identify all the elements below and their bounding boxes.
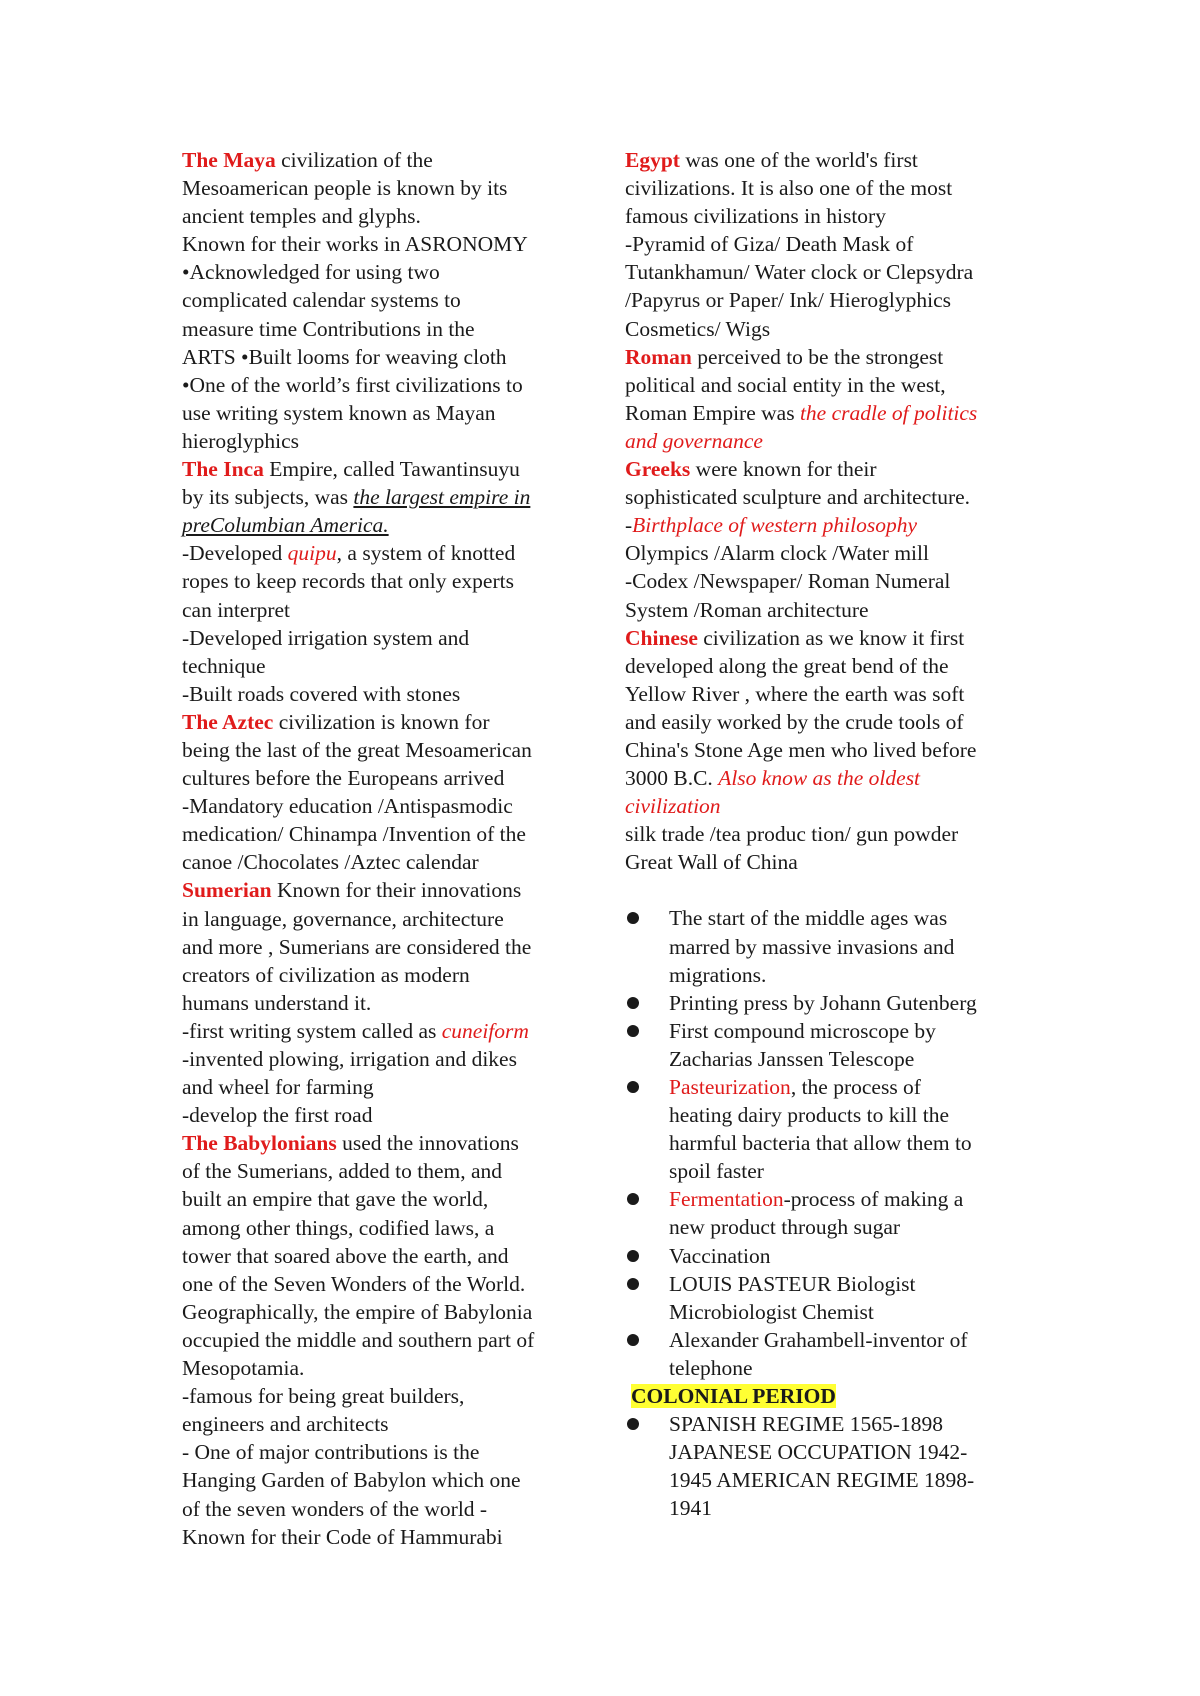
aztec-text: canoe /Chocolates /Aztec calendar (182, 850, 479, 875)
egypt-text: civilizations. It is also one of the most (625, 176, 953, 201)
list-item-text: The start of the middle ages was (669, 906, 948, 931)
maya-text: ARTS •Built looms for weaving cloth (182, 344, 507, 369)
bullet-icon (627, 1081, 639, 1093)
chinese-text: and easily worked by the crude tools of (625, 709, 964, 734)
sumerian-text: -develop the first road (182, 1103, 373, 1128)
inca-emphasis: preColumbian America. (182, 513, 389, 538)
inca-emphasis: the largest empire in (353, 485, 531, 510)
sumerian-text: and wheel for farming (182, 1075, 374, 1100)
maya-section (182, 146, 592, 455)
maya-text: Mesoamerican people is known by its (182, 176, 508, 201)
list-item (625, 904, 1055, 988)
bullet-icon (627, 912, 639, 924)
sumerian-text: -first writing system called as (182, 1018, 442, 1043)
roman-title: Roman (625, 344, 692, 369)
babylonians-text: Geographically, the empire of Babylonia (182, 1299, 533, 1324)
roman-emphasis: and governance (625, 428, 763, 453)
inca-text: Empire, called Tawantinsuyu (263, 457, 520, 482)
greeks-text: System /Roman architecture (625, 597, 869, 622)
babylonians-text: Hanging Garden of Babylon which one (182, 1468, 521, 1493)
babylonians-text: -famous for being great builders, (182, 1384, 465, 1409)
inca-text: , a system of knotted (336, 541, 516, 566)
right-column (625, 146, 1055, 1523)
inca-text: ropes to keep records that only experts (182, 569, 514, 594)
aztec-text: civilization is known for (273, 709, 490, 734)
babylonians-text: Known for their Code of Hammurabi (182, 1524, 503, 1549)
babylonians-text: - One of major contributions is the (182, 1440, 480, 1465)
roman-section (625, 343, 1055, 455)
egypt-text: Tutankhamun/ Water clock or Clepsydra (625, 260, 974, 285)
list-item (625, 1410, 1055, 1522)
egypt-section (625, 146, 1055, 343)
aztec-section (182, 708, 592, 877)
inca-text: -Developed (182, 541, 288, 566)
sumerian-text: humans understand it. (182, 990, 372, 1015)
list-item-text: Microbiologist Chemist (669, 1299, 874, 1324)
inca-quipu: quipu (287, 541, 337, 566)
sumerian-section (182, 876, 592, 1129)
inca-text: -Built roads covered with stones (182, 681, 461, 706)
egypt-text: famous civilizations in history (625, 204, 886, 229)
greeks-emphasis: Birthplace of western philosophy (632, 513, 918, 538)
list-item (625, 1017, 1055, 1073)
chinese-text: developed along the great bend of the (625, 653, 949, 678)
left-column (182, 146, 592, 1551)
list-item (625, 1270, 1055, 1326)
list-item (625, 1185, 1055, 1241)
list-item-text: telephone (669, 1355, 753, 1380)
maya-text: ancient temples and glyphs. (182, 204, 421, 229)
list-item-text: -process of making a (783, 1187, 964, 1212)
list-item-text: harmful bacteria that allow them to (669, 1131, 972, 1156)
egypt-text: Cosmetics/ Wigs (625, 316, 771, 341)
greeks-text: Olympics /Alarm clock /Water mill (625, 541, 929, 566)
bullet-icon (627, 1193, 639, 1205)
inca-text: can interpret (182, 597, 291, 622)
greeks-text: were known for their (690, 457, 877, 482)
greeks-text: - (625, 513, 633, 538)
list-item-text: spoil faster (669, 1159, 764, 1184)
maya-title: The Maya (182, 148, 276, 172)
colonial-heading: COLONIAL PERIOD (631, 1384, 836, 1409)
inca-title: The Inca (182, 457, 264, 482)
greeks-section (625, 455, 1055, 624)
aztec-title: The Aztec (182, 709, 274, 734)
list-item-text: SPANISH REGIME 1565-1898 (669, 1412, 943, 1437)
egypt-text: was one of the world's first (679, 148, 918, 172)
sumerian-cuneiform: cuneiform (441, 1018, 529, 1043)
sumerian-text: and more , Sumerians are considered the (182, 934, 532, 959)
roman-emphasis: the cradle of politics (799, 400, 978, 425)
colonial-heading-row (625, 1382, 1055, 1410)
chinese-emphasis: civilization (625, 794, 721, 819)
chinese-section (625, 624, 1055, 877)
list-item-text: , the process of (790, 1075, 921, 1099)
bullet-icon (627, 997, 639, 1009)
bullet-list (625, 904, 1055, 1382)
list-item-text: 1945 AMERICAN REGIME 1898- (669, 1468, 975, 1493)
list-item-text: Alexander Grahambell-inventor of (669, 1327, 968, 1352)
maya-text: measure time Contributions in the (182, 316, 475, 341)
sumerian-title: Sumerian (182, 878, 272, 903)
fermentation-term: Fermentation (669, 1187, 784, 1212)
maya-text: complicated calendar systems to (182, 288, 461, 313)
inca-text: technique (182, 653, 266, 678)
chinese-text: 3000 B.C. (625, 766, 719, 791)
babylonians-text: Mesopotamia. (182, 1356, 305, 1381)
maya-text: •Acknowledged for using two (182, 260, 440, 285)
babylonians-text: used the innovations (336, 1131, 519, 1156)
bullet-icon (627, 1250, 639, 1262)
babylonians-text: of the seven wonders of the world - (182, 1496, 488, 1521)
pasteurization-term: Pasteurization (669, 1075, 791, 1099)
chinese-text: Yellow River , where the earth was soft (625, 681, 965, 706)
inca-section (182, 455, 592, 708)
maya-text: •One of the world’s first civilizations to (182, 372, 523, 397)
list-item (625, 989, 1055, 1017)
greeks-text: sophisticated sculpture and architecture. (625, 485, 971, 510)
maya-text: hieroglyphics (182, 428, 300, 453)
egypt-title: Egypt (625, 148, 680, 172)
roman-text: political and social entity in the west, (625, 372, 946, 397)
aztec-text: -Mandatory education /Antispasmodic (182, 794, 513, 819)
babylonians-text: one of the Seven Wonders of the World. (182, 1271, 526, 1296)
list-item-text: new product through sugar (669, 1215, 901, 1240)
inca-text: -Developed irrigation system and (182, 625, 470, 650)
list-item-text: heating dairy products to kill the (669, 1103, 950, 1128)
sumerian-text: in language, governance, architecture (182, 906, 504, 931)
chinese-emphasis: Also know as the oldest (718, 766, 921, 791)
list-item (625, 1242, 1055, 1270)
babylonians-text: engineers and architects (182, 1412, 389, 1437)
sumerian-text: Known for their innovations (271, 878, 522, 903)
maya-text: Known for their works in ASRONOMY (182, 232, 528, 257)
babylonians-text: among other things, codified laws, a (182, 1215, 495, 1240)
babylonians-text: built an empire that gave the world, (182, 1187, 489, 1212)
chinese-text: civilization as we know it first (697, 625, 965, 650)
babylonians-text: of the Sumerians, added to them, and (182, 1159, 503, 1184)
list-item-text: Printing press by Johann Gutenberg (669, 990, 977, 1015)
bullet-icon (627, 1278, 639, 1290)
bullet-icon (627, 1334, 639, 1346)
roman-text: perceived to be the strongest (691, 344, 944, 369)
egypt-text: -Pyramid of Giza/ Death Mask of (625, 232, 914, 257)
inca-text: by its subjects, was (182, 485, 354, 510)
list-item-text: JAPANESE OCCUPATION 1942- (669, 1440, 968, 1465)
aztec-text: medication/ Chinampa /Invention of the (182, 822, 526, 847)
roman-text: Roman Empire was (625, 400, 800, 425)
greeks-text: -Codex /Newspaper/ Roman Numeral (625, 569, 951, 594)
maya-text: use writing system known as Mayan (182, 400, 496, 425)
maya-text: civilization of the (275, 148, 433, 172)
chinese-text: Great Wall of China (625, 850, 798, 875)
list-item-text: Vaccination (669, 1243, 771, 1268)
list-item (625, 1073, 1055, 1185)
bullet-icon (627, 1418, 639, 1430)
list-item-text: LOUIS PASTEUR Biologist (669, 1271, 916, 1296)
spacer (625, 876, 1055, 904)
sumerian-text: creators of civilization as modern (182, 962, 470, 987)
list-item-text: marred by massive invasions and (669, 934, 955, 959)
sumerian-text: -invented plowing, irrigation and dikes (182, 1047, 517, 1071)
chinese-text: China's Stone Age men who lived before (625, 737, 977, 762)
bullet-icon (627, 1025, 639, 1037)
babylonians-text: tower that soared above the earth, and (182, 1243, 509, 1268)
aztec-text: cultures before the Europeans arrived (182, 766, 505, 791)
greeks-title: Greeks (625, 457, 691, 482)
list-item-text: First compound microscope by (669, 1018, 936, 1043)
list-item-text: migrations. (669, 962, 767, 987)
babylonians-text: occupied the middle and southern part of (182, 1327, 535, 1352)
chinese-text: silk trade /tea produc tion/ gun powder (625, 822, 959, 847)
chinese-title: Chinese (625, 625, 698, 650)
list-item (625, 1326, 1055, 1382)
babylonians-title: The Babylonians (182, 1131, 337, 1156)
babylonians-section (182, 1129, 592, 1550)
list-item-text: 1941 (669, 1496, 712, 1521)
list-item-text: Zacharias Janssen Telescope (669, 1046, 915, 1071)
aztec-text: being the last of the great Mesoamerican (182, 737, 532, 762)
egypt-text: /Papyrus or Paper/ Ink/ Hieroglyphics (625, 288, 952, 313)
